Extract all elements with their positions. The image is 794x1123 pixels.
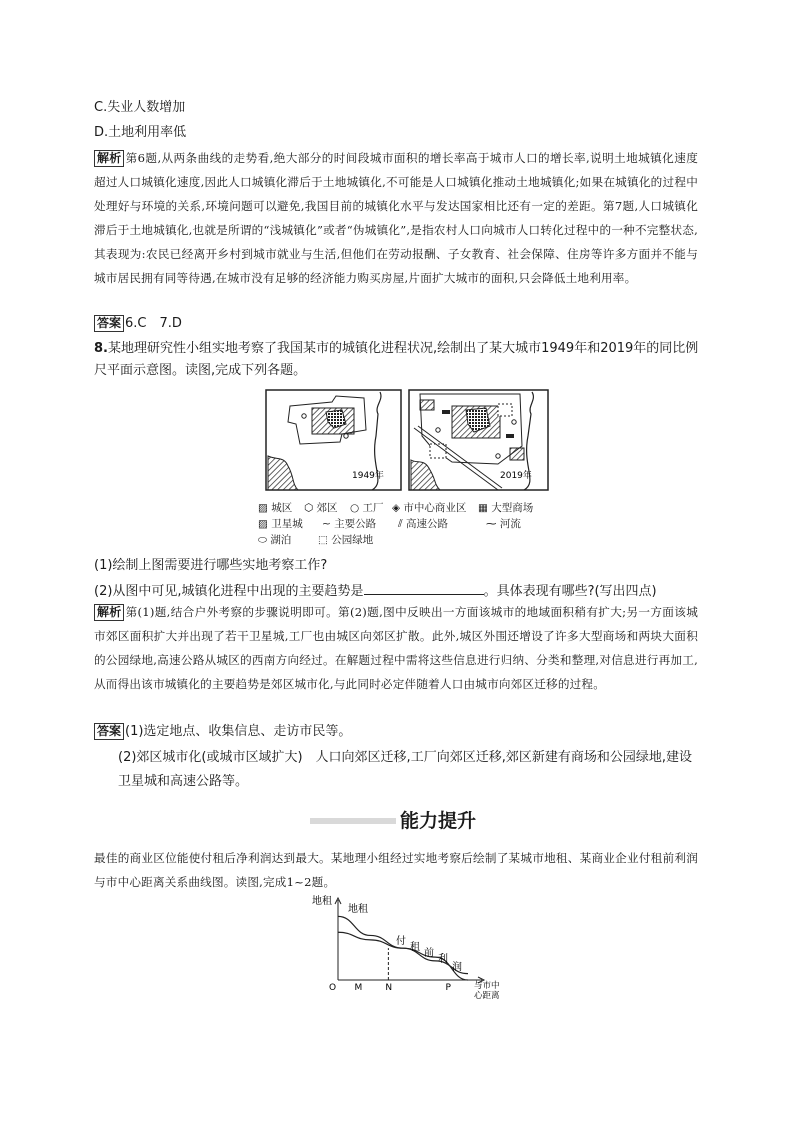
answer-6-7-text: 6.C 7.D bbox=[125, 316, 182, 331]
option-d: D.土地利用率低 bbox=[94, 125, 187, 140]
city-maps-figure bbox=[262, 386, 554, 494]
question-8-text: 某地理研究性小组实地考察了我国某市的城镇化进程状况,绘制出了某大城市1949年和2019年的同比例尺平面示意图。读图,完成下列各题。 bbox=[94, 341, 699, 378]
x-tick-M: M bbox=[354, 983, 363, 993]
legend-suburb: ⬡ 郊区 bbox=[304, 502, 338, 514]
mall-2 bbox=[506, 434, 514, 438]
map-1949 bbox=[266, 390, 401, 490]
answer-8-2: (2)郊区城市化(或城市区域扩大) 人口向郊区迁移,工厂向郊区迁移,郊区新建有商场和公园绿地,建设卫星城和高速公路等。 bbox=[118, 750, 692, 789]
map-2019 bbox=[409, 390, 548, 490]
legend-river: ⁓ 河流 bbox=[486, 518, 521, 530]
x-tick-O: O bbox=[329, 983, 337, 993]
park-2 bbox=[498, 404, 512, 416]
year-1949: 1949年 bbox=[352, 471, 384, 481]
legend-cbd: ◈ 市中心商业区 bbox=[392, 502, 467, 514]
section-title: 能力提升 bbox=[400, 810, 477, 832]
section-header bbox=[0, 806, 794, 834]
satellite-town-2 bbox=[510, 448, 524, 460]
analysis-8-text: 第(1)题,结合户外考察的步骤说明即可。第(2)题,图中反映出一方面该城市的地域面积稍有扩大;另一方面该城市郊区面积扩大并出现了若干卫星城,工厂也由城区向郊区扩散。此外,城区外围还增设了许多大型商场和两块大面积的公园绿地,高速公路从城区的西南方向经过。在解题过程中需将这些信息进行归纳、分类和整理,对信息进行再加工,从而得出该市城镇化的主要趋势是郊区城市化,与此同时必定伴随着人口由城市向郊区迁移的过程。 bbox=[94, 605, 698, 691]
mall-1 bbox=[442, 410, 450, 414]
analysis-6-7 bbox=[94, 146, 698, 290]
series-label-1-char-3: 利 bbox=[438, 954, 448, 965]
y-axis-label: 地租 bbox=[312, 896, 332, 907]
answer-blank bbox=[364, 580, 484, 595]
section-bar bbox=[310, 818, 396, 824]
sub-question-2 bbox=[94, 580, 657, 602]
option-c: C.失业人数增加 bbox=[94, 100, 186, 115]
legend-highway: ⫽ 高速公路 bbox=[398, 518, 449, 530]
series-label-1-char-0: 付 bbox=[396, 936, 406, 947]
series-label-1-char-2: 前 bbox=[424, 948, 434, 959]
answer-8-1-text: (1)选定地点、收集信息、走访市民等。 bbox=[125, 724, 352, 739]
analysis-tag-8: 解析 bbox=[94, 604, 124, 621]
answer-8-1 bbox=[94, 722, 351, 742]
intro-paragraph: 最佳的商业区位能使付租后净利润达到最大。某地理小组经过实地考察后绘制了某城市地租、某商业企业付租前利润与市中心距离关系曲线图。读图,完成1~2题。 bbox=[94, 851, 698, 889]
question-8-number: 8. bbox=[94, 341, 108, 356]
answer-tag-8: 答案 bbox=[94, 723, 124, 740]
sub-question-1: (1)绘制上图需要进行哪些实地考察工作? bbox=[94, 558, 328, 573]
legend-lake: ⬭ 湖泊 bbox=[258, 534, 292, 546]
legend-road: ∼ 主要公路 bbox=[322, 518, 377, 530]
analysis-tag: 解析 bbox=[94, 150, 124, 167]
legend-factory: ○ 工厂 bbox=[350, 502, 384, 514]
x-tick-P: P bbox=[445, 983, 451, 993]
satellite-town-1 bbox=[420, 400, 434, 410]
year-2019: 2019年 bbox=[500, 471, 532, 481]
question-8 bbox=[94, 338, 700, 382]
analysis-8 bbox=[94, 600, 698, 696]
x-axis-label-line1: 与市中 bbox=[474, 981, 500, 991]
sub-question-2-part-a: (2)从图中可见,城镇化进程中出现的主要趋势是 bbox=[94, 584, 364, 599]
legend-park: ⬚ 公园绿地 bbox=[318, 534, 374, 546]
legend-mall: ▦ 大型商场 bbox=[478, 502, 534, 514]
rent-chart bbox=[300, 892, 500, 1004]
answer-tag: 答案 bbox=[94, 315, 124, 332]
analysis-6-7-text: 第6题,从两条曲线的走势看,绝大部分的时间段城市面积的增长率高于城市人口的增长率,说明土地城镇化速度超过人口城镇化速度,因此人口城镇化滞后于土地城镇化,不可能是人口城镇化推动土地城镇化;如果在城镇化的过程中处理好与环境的关系,环境问题可以避免,我国目前的城镇化水平与发达国家相比还有一定的差距。第7题,人口城镇化滞后于土地城镇化,也就是所谓的“浅城镇化”或者“伪城镇化”,是指农村人口向城市人口转化过程中的一种不完整状态,其表现为:农民已经离开乡村到城市就业与生活,但他们在劳动报酬、子女教育、社会保障、住房等许多方面并不能与城市居民拥有同等待遇,在城市没有足够的经济能力购买房屋,片面扩大城市的面积,只会降低土地利用率。 bbox=[94, 151, 698, 285]
sub-question-2-part-b: 。具体表现有哪些?(写出四点) bbox=[483, 584, 657, 599]
x-tick-N: N bbox=[385, 983, 393, 993]
legend-satellite: ▨ 卫星城 bbox=[258, 518, 303, 530]
answer-6-7 bbox=[94, 314, 182, 334]
series-label-1-char-4: 润 bbox=[452, 962, 462, 973]
series-label-0: 地租 bbox=[348, 904, 368, 915]
x-axis-label-line2: 心距离 bbox=[474, 991, 500, 1001]
series-label-1-char-1: 租 bbox=[410, 942, 420, 953]
legend-city: ▨ 城区 bbox=[258, 502, 293, 514]
